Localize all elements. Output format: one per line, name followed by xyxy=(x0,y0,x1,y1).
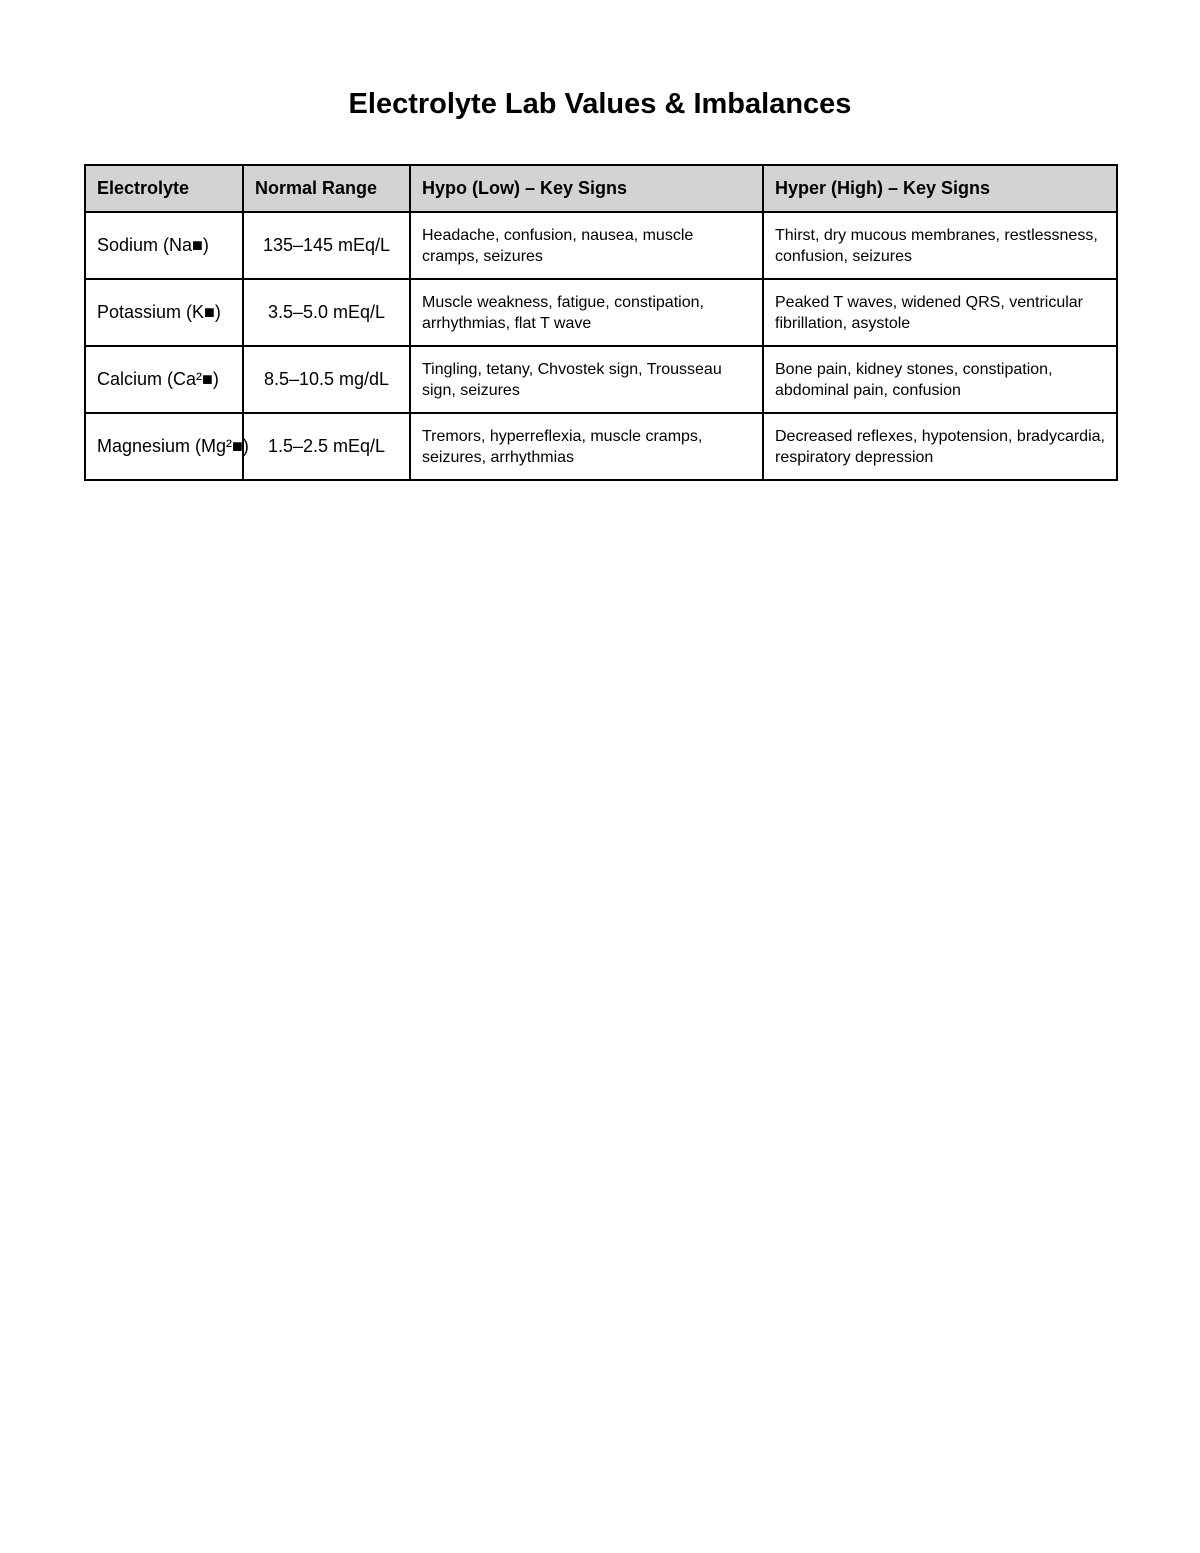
hypo-signs: Tremors, hyperreflexia, muscle cramps, seizures, arrhythmias xyxy=(410,413,763,480)
electrolyte-name: Potassium (K■) xyxy=(85,279,243,346)
hyper-signs: Peaked T waves, widened QRS, ventricular fibrillation, asystole xyxy=(763,279,1117,346)
electrolyte-name: Sodium (Na■) xyxy=(85,212,243,279)
hypo-signs: Tingling, tetany, Chvostek sign, Trousseau sign, seizures xyxy=(410,346,763,413)
header-normal-range: Normal Range xyxy=(243,165,410,212)
hypo-signs: Headache, confusion, nausea, muscle cramps, seizures xyxy=(410,212,763,279)
hyper-signs: Decreased reflexes, hypotension, bradycardia, respiratory depression xyxy=(763,413,1117,480)
normal-range-value: 3.5–5.0 mEq/L xyxy=(243,279,410,346)
hypo-signs: Muscle weakness, fatigue, constipation, arrhythmias, flat T wave xyxy=(410,279,763,346)
electrolyte-name: Calcium (Ca²■) xyxy=(85,346,243,413)
table-row-sodium xyxy=(85,212,1117,279)
hyper-signs: Thirst, dry mucous membranes, restlessness, confusion, seizures xyxy=(763,212,1117,279)
electrolyte-table xyxy=(84,164,1118,481)
header-hypo-signs: Hypo (Low) – Key Signs xyxy=(410,165,763,212)
normal-range-value: 135–145 mEq/L xyxy=(243,212,410,279)
table-row-calcium xyxy=(85,346,1117,413)
electrolyte-name: Magnesium (Mg²■) xyxy=(85,413,243,480)
normal-range-value: 1.5–2.5 mEq/L xyxy=(243,413,410,480)
table-row-magnesium xyxy=(85,413,1117,480)
page-title: Electrolyte Lab Values & Imbalances xyxy=(348,88,852,120)
table-header-row xyxy=(85,165,1117,212)
normal-range-value: 8.5–10.5 mg/dL xyxy=(243,346,410,413)
header-electrolyte: Electrolyte xyxy=(85,165,243,212)
header-hyper-signs: Hyper (High) – Key Signs xyxy=(763,165,1117,212)
table-row-potassium xyxy=(85,279,1117,346)
hyper-signs: Bone pain, kidney stones, constipation, abdominal pain, confusion xyxy=(763,346,1117,413)
